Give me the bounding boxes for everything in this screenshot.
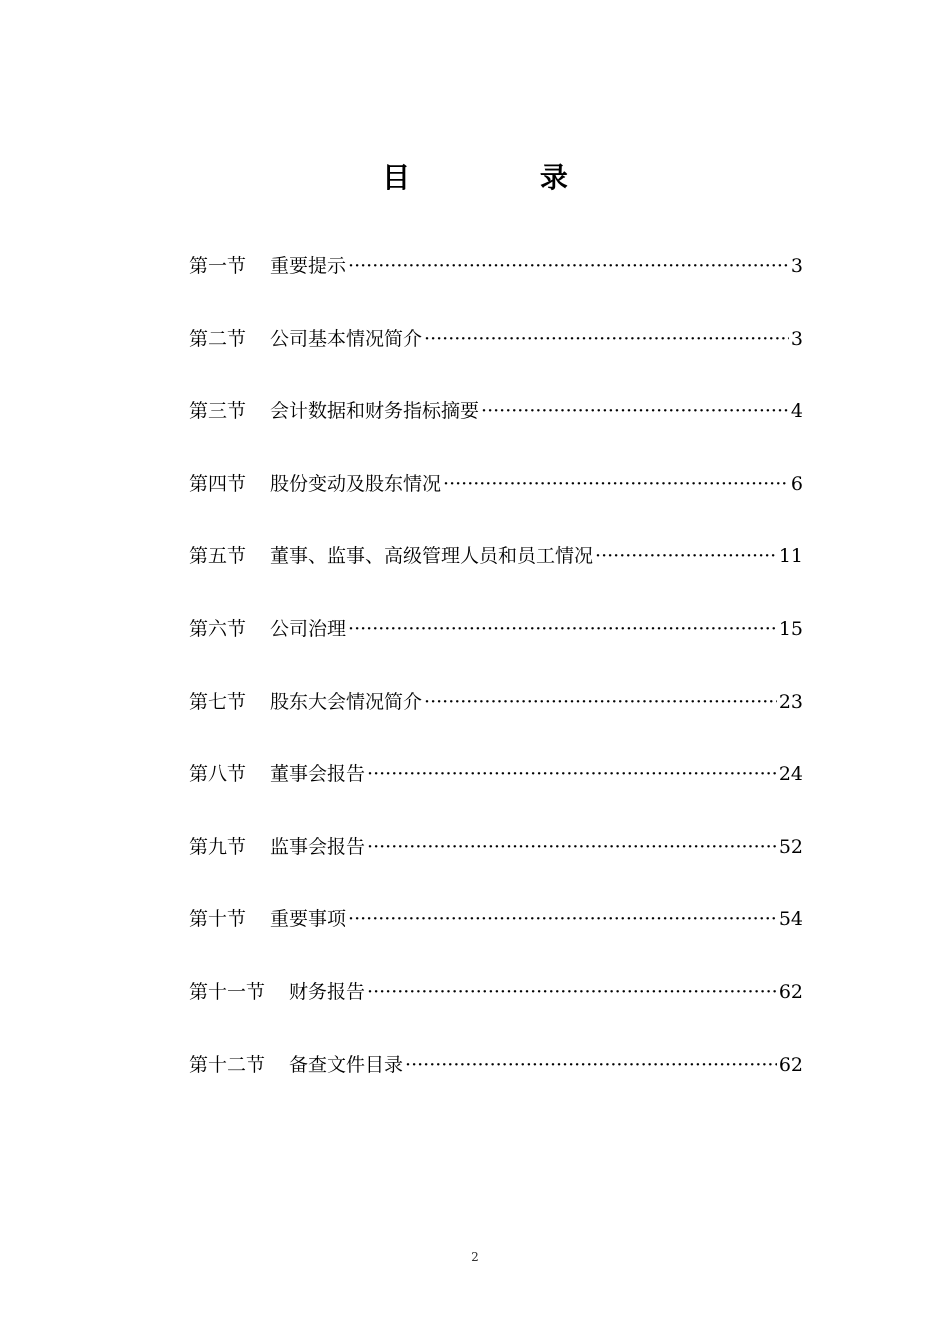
toc-section-title: 重要提示 [270, 255, 347, 277]
toc-leader-dots [367, 758, 777, 790]
toc-entry [189, 468, 803, 541]
toc-section-number: 第九节 [189, 835, 247, 858]
toc-section-number: 第十一节 [189, 980, 266, 1003]
toc-leader-dots [348, 613, 777, 645]
toc-section-title: 备查文件目录 [289, 1053, 404, 1076]
toc-page-number: 6 [790, 472, 803, 495]
toc-entry [189, 831, 803, 904]
toc-section-title: 股东大会情况简介 [270, 690, 423, 713]
toc-page-number: 24 [778, 763, 803, 786]
toc-section-number: 第一节 [189, 255, 247, 277]
toc-entry [189, 613, 803, 686]
toc-page-number: 3 [790, 327, 803, 350]
toc-page-number: 62 [778, 1053, 803, 1076]
toc-section-number: 第六节 [189, 617, 247, 640]
toc-page-number: 23 [778, 690, 803, 713]
toc-section-number: 第七节 [189, 690, 247, 713]
table-of-contents [189, 250, 803, 1121]
toc-section-number: 第八节 [189, 763, 247, 786]
toc-section-number: 第十二节 [189, 1053, 266, 1076]
toc-section-number: 第三节 [189, 400, 247, 423]
toc-leader-dots [424, 686, 777, 718]
toc-section-title: 监事会报告 [270, 835, 366, 858]
toc-leader-dots [405, 1049, 777, 1081]
toc-entry [189, 903, 803, 976]
toc-section-title: 董事、监事、高级管理人员和员工情况 [270, 545, 594, 568]
page-number: 2 [471, 1250, 479, 1264]
toc-entry [189, 540, 803, 613]
toc-entry [189, 395, 803, 468]
toc-section-number: 第十节 [189, 908, 247, 931]
toc-page-number: 15 [778, 617, 803, 640]
toc-entry [189, 758, 803, 831]
toc-section-title: 财务报告 [289, 980, 366, 1003]
toc-section-title: 董事会报告 [270, 763, 366, 786]
toc-section-number: 第二节 [189, 327, 247, 350]
toc-entry [189, 686, 803, 759]
toc-page-number: 52 [778, 835, 803, 858]
toc-leader-dots [424, 323, 789, 355]
toc-section-number: 第四节 [189, 472, 247, 495]
toc-entry [189, 976, 803, 1049]
toc-page-number: 54 [778, 908, 803, 931]
toc-leader-dots [367, 831, 777, 863]
toc-leader-dots [481, 395, 789, 427]
toc-section-number: 第五节 [189, 545, 247, 568]
toc-entry [189, 1049, 803, 1122]
toc-entry [189, 250, 803, 323]
toc-section-title: 会计数据和财务指标摘要 [270, 400, 480, 423]
toc-leader-dots [367, 976, 777, 1008]
toc-section-title: 重要事项 [270, 908, 347, 931]
toc-section-title: 股份变动及股东情况 [270, 472, 442, 495]
toc-heading: 目 录 [382, 161, 628, 194]
toc-section-title: 公司基本情况简介 [270, 327, 423, 350]
toc-leader-dots [595, 540, 777, 572]
toc-leader-dots [348, 250, 789, 282]
toc-section-title: 公司治理 [270, 617, 347, 640]
toc-page-number: 11 [778, 545, 803, 568]
toc-leader-dots [443, 468, 789, 500]
toc-page-number: 4 [790, 400, 803, 423]
toc-page-number: 62 [778, 980, 803, 1003]
toc-leader-dots [348, 903, 777, 935]
toc-entry [189, 323, 803, 396]
toc-page-number: 3 [790, 255, 803, 277]
